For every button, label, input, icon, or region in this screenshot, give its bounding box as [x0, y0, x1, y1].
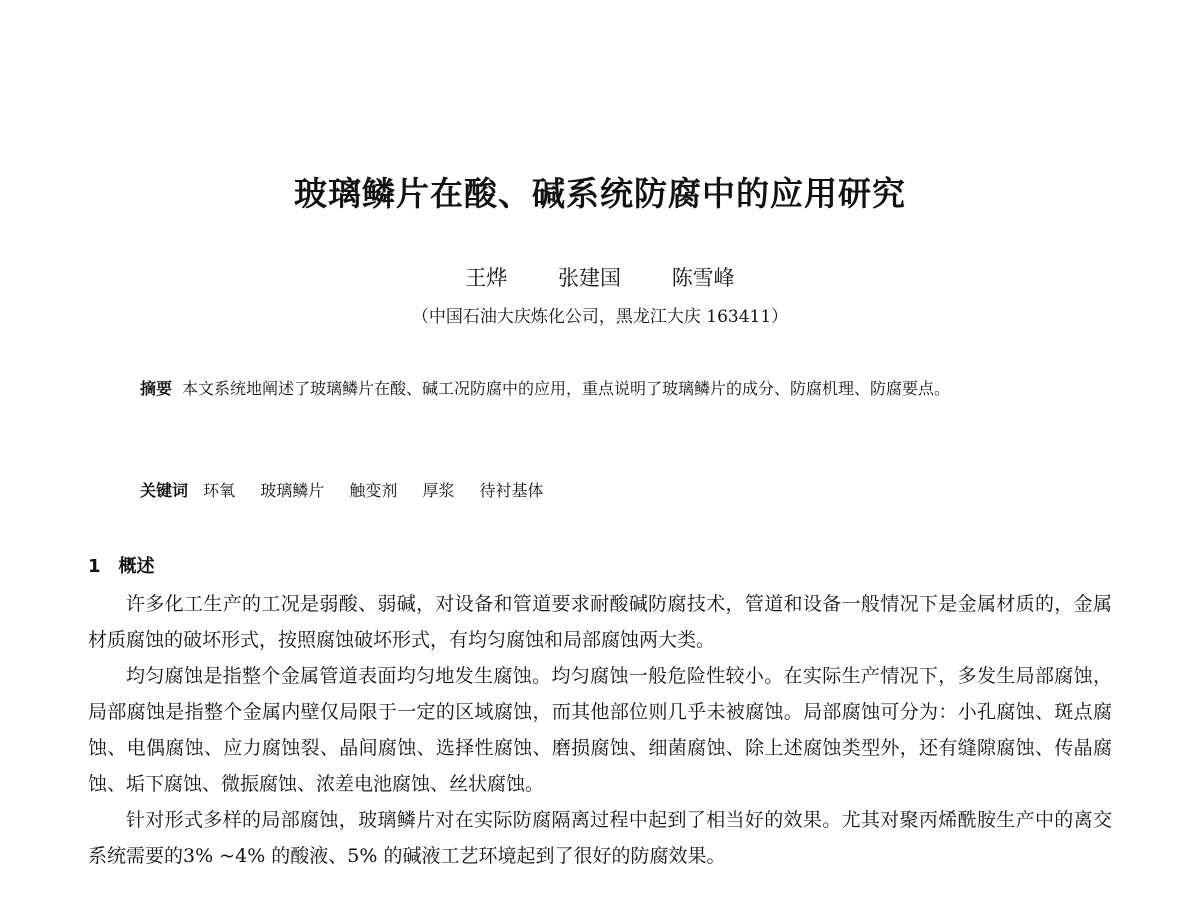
author-name: 王烨: [465, 266, 508, 290]
body-paragraph: 针对形式多样的局部腐蚀，玻璃鳞片对在实际防腐隔离过程中起到了相当好的效果。尤其对聚丙烯酰胺生产中的离交系统需要的3% ~4% 的酸液、5% 的碱液工艺环境起到了很好的防腐效果。: [88, 809, 1112, 867]
keyword: 厚浆: [422, 481, 455, 500]
body-paragraph: 均匀腐蚀是指整个金属管道表面均匀地发生腐蚀。均匀腐蚀一般危险性较小。在实际生产情况下，多发生局部腐蚀，局部腐蚀是指整个金属内壁仅局限于一定的区域腐蚀，而其他部位则几乎未被腐蚀。局部腐蚀可分为：小孔腐蚀、斑点腐蚀、电偶腐蚀、应力腐蚀裂、晶间腐蚀、选择性腐蚀、磨损腐蚀、细菌腐蚀、除上述腐蚀类型外，还有缝隙腐蚀、传晶腐蚀、垢下腐蚀、微振腐蚀、浓差电池腐蚀、丝状腐蚀。: [88, 665, 1112, 795]
section-number: 1: [88, 556, 101, 577]
keyword: 待衬基体: [479, 481, 544, 500]
section-body: [88, 586, 1112, 874]
author-name: 张建国: [558, 266, 621, 290]
author-affiliation: （中国石油大庆炼化公司，黑龙江大庆 163411）: [411, 307, 789, 327]
section-title: 概述: [118, 556, 155, 577]
abstract-label: 摘要: [140, 379, 173, 398]
author-name: 陈雪峰: [671, 266, 735, 290]
abstract-text: 本文系统地阐述了玻璃鳞片在酸、碱工况防腐中的应用，重点说明了玻璃鳞片的成分、防腐机理、防腐要点。: [182, 379, 951, 398]
body-paragraph: 许多化工生产的工况是弱酸、弱碱，对设备和管道要求耐酸碱防腐技术，管道和设备一般情况下是金属材质的，金属材质腐蚀的破坏形式，按照腐蚀破坏形式，有均匀腐蚀和局部腐蚀两大类。: [88, 593, 1112, 651]
keywords-label: 关键词: [140, 481, 189, 500]
abstract: [140, 372, 1090, 406]
section-heading: [88, 552, 155, 578]
keyword: 环氧: [203, 481, 236, 500]
author-list: [0, 262, 1200, 292]
keyword: 触变剂: [349, 481, 398, 500]
keywords: [140, 478, 1090, 501]
paper-title: 玻璃鳞片在酸、碱系统防腐中的应用研究: [294, 174, 906, 213]
keyword: 玻璃鳞片: [260, 481, 325, 500]
